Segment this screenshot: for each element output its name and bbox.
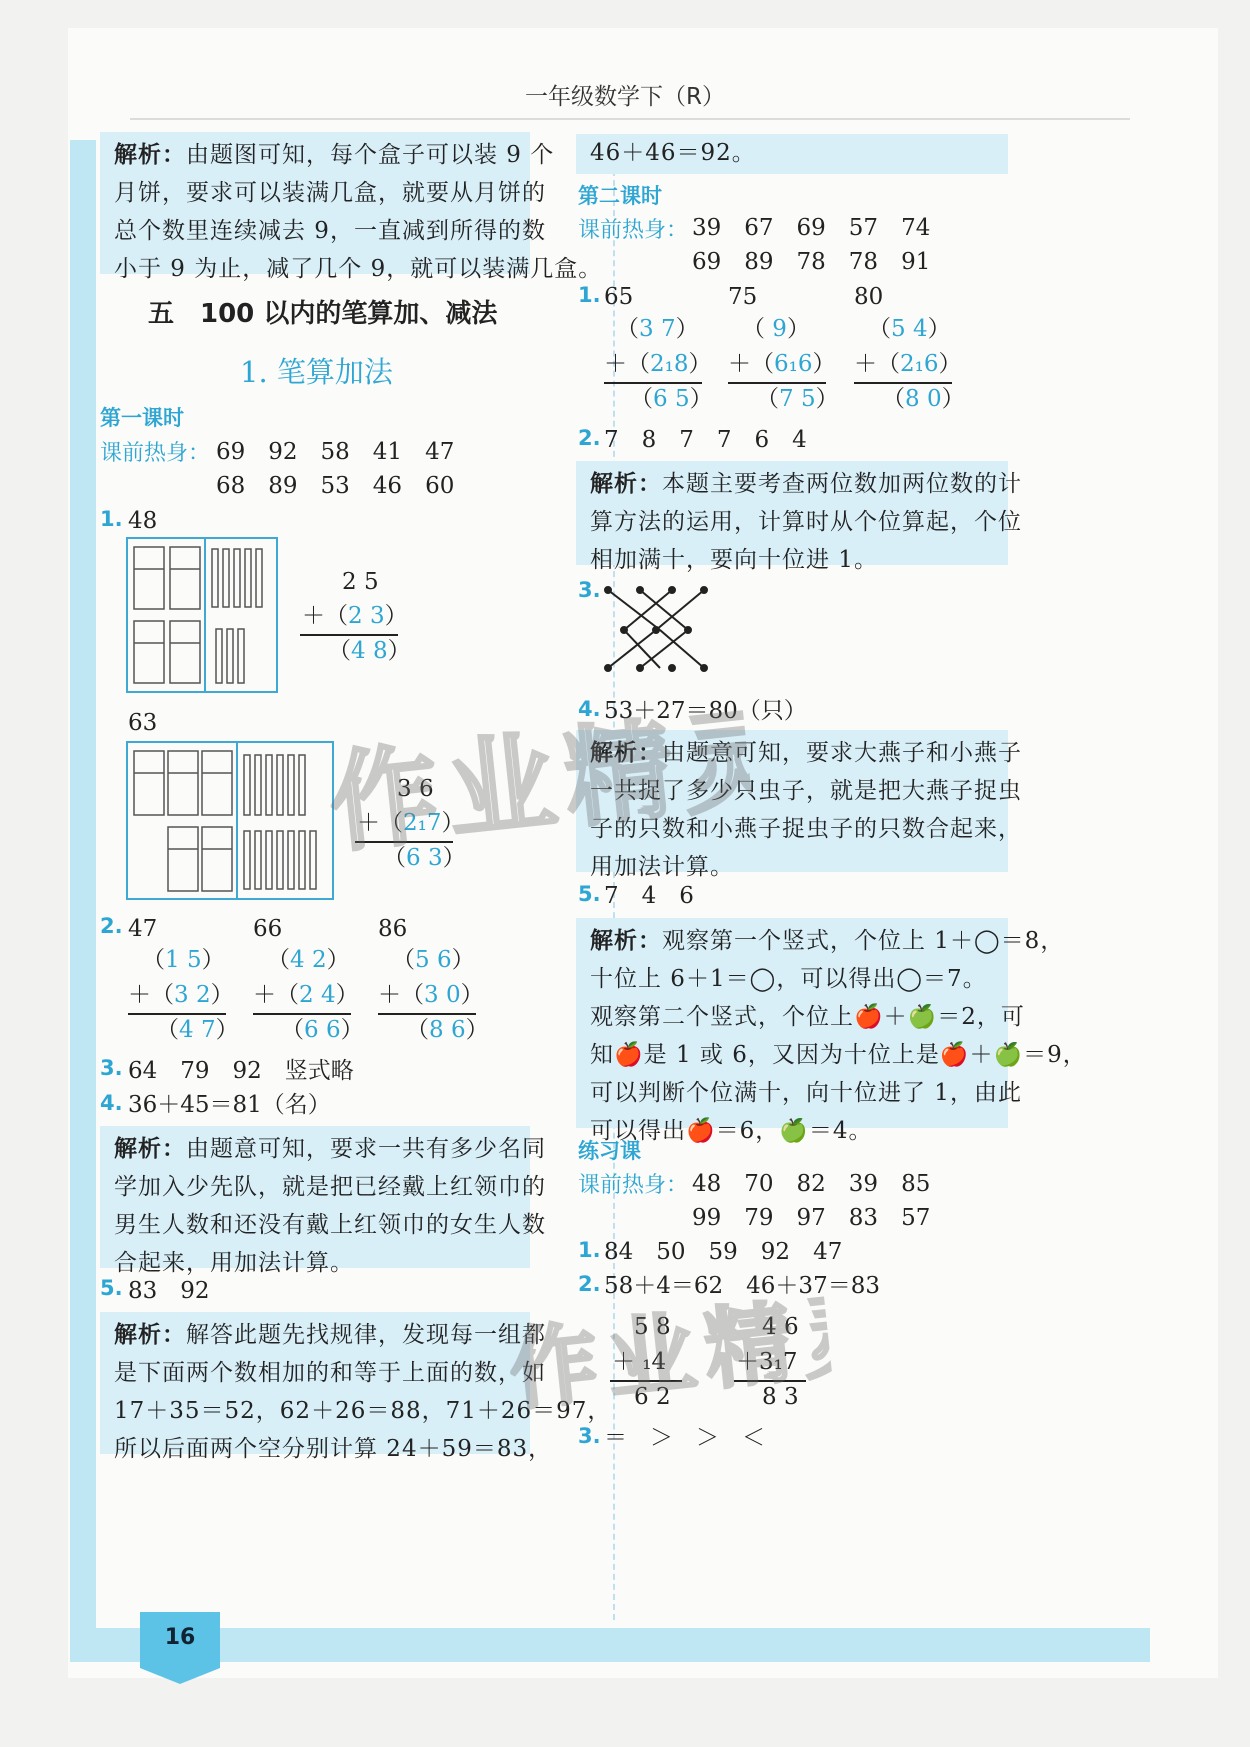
note-line: 17＋35＝52，62＋26＝88，71＋26＝97， [114, 1398, 612, 1424]
warmup-row: 68 89 53 46 60 [216, 473, 455, 499]
vertical-addend: ＋（2 4） [253, 982, 359, 1008]
page-header: 一年级数学下（R） [525, 84, 725, 110]
question-number: 1. [100, 507, 123, 531]
answer-text: 7 4 6 [604, 883, 694, 909]
vertical-result: 6 2 [634, 1384, 671, 1410]
warmup-label: 课前热身： [100, 441, 211, 466]
answer-text: 84 50 59 92 47 [604, 1239, 843, 1265]
question-number: 1. [578, 1238, 601, 1262]
note-line: 用加法计算。 [590, 854, 734, 880]
vertical-result: （6 5） [630, 386, 713, 412]
vertical-result: （4 7） [156, 1017, 239, 1043]
vertical-addend: ＋（2₁8） [604, 351, 712, 377]
question-number: 5. [100, 1276, 123, 1300]
answer-text: 53＋27＝80（只） [604, 698, 807, 724]
practice-label: 练习课 [578, 1139, 641, 1163]
vertical-addend: ＋（3 0） [378, 982, 484, 1008]
answer-text: 66 [253, 916, 283, 942]
note-line: 学加入少先队，就是把已经戴上红领巾的 [114, 1174, 546, 1200]
vertical-result: （6 6） [281, 1017, 364, 1043]
vertical-top: （3 7） [616, 316, 699, 342]
question-number: 1. [578, 283, 601, 307]
note-line: 解析：由题意可知，要求一共有多少名同 [114, 1136, 546, 1162]
warmup-label: 课前热身： [578, 218, 689, 243]
vertical-top: （ 9） [742, 316, 810, 342]
note-line: 算方法的运用，计算时从个位算起，个位 [590, 509, 1022, 535]
vertical-addend: ＋（2 3） [302, 603, 408, 629]
note-line: 46＋46＝92。 [590, 140, 756, 166]
note-line: 是下面两个数相加的和等于上面的数，如 [114, 1360, 546, 1386]
note-line: 知🍎是 1 或 6，又因为十位上是🍎＋🍏＝9， [590, 1042, 1087, 1068]
vertical-top: 3 6 [397, 776, 434, 802]
answer-text: 7 8 7 7 6 4 [604, 427, 807, 453]
note-line: 可以判断个位满十，向十位进了 1，由此 [590, 1080, 1022, 1106]
question-number: 3. [100, 1056, 123, 1080]
note-line: 所以后面两个空分别计算 24＋59＝83， [114, 1436, 553, 1462]
vertical-top: （5 4） [868, 316, 951, 342]
period-label: 第二课时 [578, 184, 662, 208]
bundle-picture [126, 537, 278, 693]
vertical-top: （5 6） [392, 947, 475, 973]
answer-text: 86 [378, 916, 408, 942]
analysis-note [100, 1312, 612, 1462]
question-number: 3. [578, 578, 601, 602]
answer-text: 58＋4＝62 46＋37＝83 [604, 1273, 880, 1299]
warmup-row: 39 67 69 57 74 [692, 215, 931, 241]
page-edge-left [70, 140, 96, 1640]
note-line: 男生人数和还没有戴上红领巾的女生人数 [114, 1212, 546, 1238]
vertical-addend: ＋（2₁6） [854, 351, 962, 377]
note-line: 解析：本题主要考查两位数加两位数的计 [590, 471, 1022, 497]
note-line: 可以得出🍎＝6，🍏＝4。 [590, 1118, 873, 1144]
vertical-top: 2 5 [342, 569, 379, 595]
warmup-row: 69 92 58 41 47 [216, 439, 455, 465]
vertical-result: （6 3） [383, 845, 466, 871]
note-line: 小于 9 为止，减了几个 9，就可以装满几盒。 [114, 256, 603, 282]
note-line: 十位上 6＋1＝◯，可以得出◯＝7。 [590, 966, 987, 992]
note-line: 一共捉了多少只虫子，就是把大燕子捉虫 [590, 778, 1022, 804]
vertical-result: （8 0） [882, 386, 965, 412]
warmup-row: 99 79 97 83 57 [692, 1205, 931, 1231]
note-line: 月饼，要求可以装满几盒，就要从月饼的 [114, 180, 546, 206]
bundles-illustration [128, 743, 332, 898]
vertical-addend: ＋ ₁4 [612, 1349, 667, 1375]
matching-diagram [600, 580, 730, 680]
vertical-top: （4 2） [267, 947, 350, 973]
section-title: 五 100 以内的笔算加、减法 [148, 299, 498, 329]
note-line: 解析：解答此题先找规律，发现每一组都 [114, 1322, 546, 1348]
note-line: 观察第二个竖式，个位上🍎＋🍏＝2，可 [590, 1004, 1025, 1030]
answer-text: 64 79 92 竖式略 [128, 1058, 354, 1084]
bundle-picture [126, 741, 334, 900]
page-edge-bottom [70, 1628, 1150, 1662]
vertical-addend: ＋（3 2） [128, 982, 234, 1008]
note-line: 相加满十，要向十位进 1。 [590, 547, 878, 573]
vertical-addend: ＋（2₁7） [357, 810, 465, 836]
answer-text: 47 [128, 916, 158, 942]
vertical-result: （8 6） [406, 1017, 489, 1043]
vertical-top: （1 5） [142, 947, 225, 973]
question-number: 4. [578, 697, 601, 721]
bundles-illustration [128, 539, 276, 691]
answer-text: 65 [604, 284, 634, 310]
answer-text: ＝ ＞ ＞ ＜ [604, 1425, 765, 1451]
note-line: 解析：由题意可知，要求大燕子和小燕子 [590, 740, 1022, 766]
svg-text:作业精灵: 作业精灵 [504, 1279, 835, 1423]
vertical-result: 8 3 [762, 1384, 799, 1410]
note-line: 总个数里连续减去 9，一直减到所得的数 [114, 218, 546, 244]
note-line: 解析：观察第一个竖式，个位上 1＋◯＝8， [590, 928, 1065, 954]
note-line: 子的只数和小燕子捉虫子的只数合起来， [590, 816, 1022, 842]
answer-text: 75 [728, 284, 758, 310]
question-number: 2. [578, 426, 601, 450]
question-number: 3. [578, 1424, 601, 1448]
answer-text: 36＋45＝81（名） [128, 1092, 331, 1118]
warmup-row: 48 70 82 39 85 [692, 1171, 931, 1197]
svg-text:作业精灵: 作业精灵 [324, 693, 755, 867]
analysis-note [100, 1126, 546, 1276]
vertical-addend: ＋（6₁6） [728, 351, 836, 377]
analysis-note-continued [576, 134, 1008, 174]
vertical-result: （4 8） [328, 638, 411, 664]
vertical-top: 5 8 [634, 1314, 671, 1340]
question-number: 5. [578, 882, 601, 906]
answer-text: 48 [128, 508, 158, 534]
vertical-addend: ＋3₁7 [736, 1349, 798, 1375]
answer-text: 63 [128, 710, 158, 736]
note-line: 合起来，用加法计算。 [114, 1250, 354, 1276]
answer-text: 80 [854, 284, 884, 310]
question-number: 2. [100, 914, 123, 938]
question-number: 2. [578, 1272, 601, 1296]
answer-text: 83 92 [128, 1278, 210, 1304]
lesson-title: 1. 笔算加法 [240, 355, 393, 389]
warmup-row: 69 89 78 78 91 [692, 249, 931, 275]
analysis-note [100, 132, 603, 282]
page-number: 16 [140, 1612, 220, 1668]
question-number: 4. [100, 1091, 123, 1115]
vertical-top: 4 6 [762, 1314, 799, 1340]
vertical-result: （7 5） [756, 386, 839, 412]
analysis-note [576, 461, 1022, 573]
warmup-label: 课前热身： [578, 1173, 689, 1198]
analysis-note [576, 918, 1087, 1144]
note-line: 解析：由题图可知，每个盒子可以装 9 个 [114, 142, 555, 168]
header-rule [130, 118, 1130, 120]
period-label: 第一课时 [100, 406, 184, 430]
